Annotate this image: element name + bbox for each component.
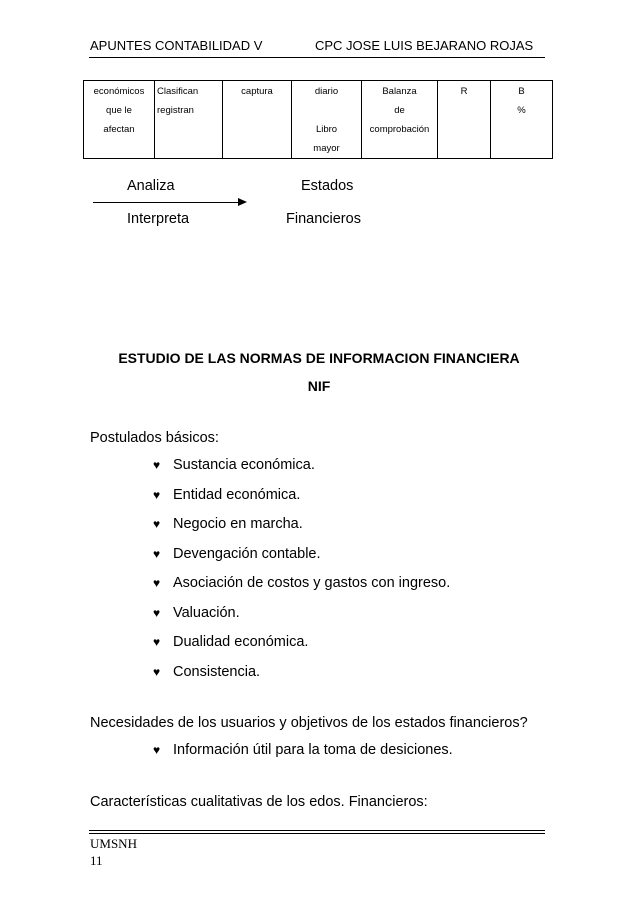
heart-bullet-icon: ♥ (153, 458, 161, 472)
section-subtitle: NIF (307, 378, 331, 394)
heart-bullet-icon: ♥ (153, 517, 161, 531)
table-cell-clasifican (155, 81, 223, 159)
table-cell-diario-mayor (292, 81, 362, 159)
cell-line: que le (106, 105, 132, 116)
list-item (153, 575, 450, 591)
heart-bullet-icon: ♥ (153, 605, 161, 620)
header-divider (89, 57, 545, 58)
heart-bullet-icon: ♥ (153, 546, 161, 561)
footer-label: UMSNH (90, 836, 137, 851)
table-cell-captura (223, 81, 292, 159)
cell-line: Libro (315, 124, 338, 135)
flow-analiza: Analiza (127, 178, 175, 194)
cell-line: % (517, 105, 526, 116)
list-item-text: Información útil para la toma de desiciones. (173, 742, 453, 758)
list-item (153, 487, 300, 503)
cell-line: captura (241, 86, 273, 97)
heart-bullet-icon: ♥ (153, 743, 161, 757)
list-item (153, 516, 303, 532)
list-item (153, 742, 453, 758)
heart-bullet-icon: ♥ (153, 664, 161, 679)
flow-interpreta: Interpreta (127, 211, 190, 227)
cell-line: comprobación (369, 124, 430, 135)
list-item (153, 605, 240, 621)
table-cell-economicos (84, 81, 155, 159)
heart-bullet-icon: ♥ (153, 487, 161, 502)
list-item-text: Consistencia. (173, 663, 261, 680)
header-left-title: APUNTES CONTABILIDAD V (90, 38, 263, 53)
list-item (153, 634, 308, 650)
list-item (153, 457, 315, 473)
cell-line: Clasifican (157, 86, 199, 97)
cell-line: registran (157, 105, 194, 116)
page-number: 11 (90, 853, 103, 868)
list-item-text: Asociación de costos y gastos con ingreso. (173, 575, 451, 591)
list-item-text: Entidad económica. (173, 486, 301, 503)
list-item (153, 664, 260, 680)
list-item-text: Sustancia económica. (173, 457, 315, 473)
cell-line: de (394, 105, 405, 116)
necesidades-heading: Necesidades de los usuarios y objetivos de los estados financieros? (90, 715, 528, 731)
section-title: ESTUDIO DE LAS NORMAS DE INFORMACION FINANCIERA (118, 350, 520, 366)
heart-bullet-icon: ♥ (153, 576, 161, 590)
accounting-process-table (83, 80, 553, 159)
caracteristicas-heading: Características cualitativas de los edos. Financieros: (90, 794, 428, 810)
list-item-text: Dualidad económica. (173, 634, 309, 650)
arrow-right-icon (238, 198, 247, 206)
table-cell-r (438, 81, 491, 159)
table-row (84, 81, 553, 159)
flow-arrow-shaft (93, 202, 241, 203)
cell-line: diario (314, 86, 339, 97)
postulados-heading: Postulados básicos: (90, 430, 219, 446)
list-item-text: Negocio en marcha. (173, 516, 303, 532)
cell-line: económicos (93, 86, 145, 97)
cell-line: B (518, 86, 525, 97)
header-right-author: CPC JOSE LUIS BEJARANO ROJAS (315, 38, 534, 53)
heart-bullet-icon: ♥ (153, 635, 161, 649)
footer-divider (89, 833, 545, 834)
flow-estados: Estados (301, 178, 354, 194)
cell-line (294, 101, 359, 120)
cell-line: R (460, 86, 468, 97)
cell-line: Balanza (382, 86, 417, 97)
footer-divider (89, 830, 545, 831)
list-item-text: Valuación. (173, 604, 240, 621)
cell-line: afectan (103, 124, 135, 135)
list-item (153, 546, 321, 562)
flow-financieros: Financieros (286, 211, 361, 227)
list-item-text: Devengación contable. (173, 545, 321, 562)
cell-line: mayor (313, 143, 340, 154)
table-cell-b-percent (491, 81, 553, 159)
table-cell-balanza (362, 81, 438, 159)
